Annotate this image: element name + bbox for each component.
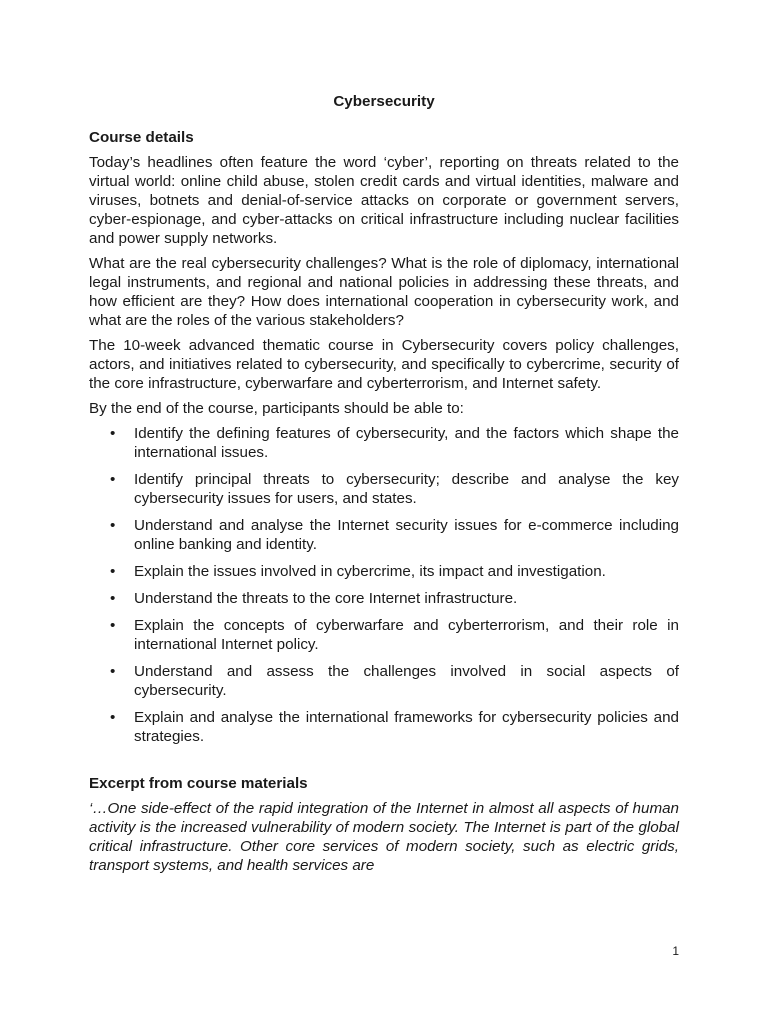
list-item	[110, 516, 679, 554]
bullet-icon: •	[110, 590, 116, 607]
list-item	[110, 708, 679, 746]
list-item-text: Explain the concepts of cyberwarfare and cyberterrorism, and their role in international Internet policy.	[134, 617, 679, 653]
bullet-icon: •	[110, 617, 116, 634]
list-item-text: Identify principal threats to cybersecurity; describe and analyse the key cybersecurity issues for users, and states.	[134, 471, 679, 507]
excerpt-heading: Excerpt from course materials	[89, 775, 308, 792]
list-item-text: Explain and analyse the international frameworks for cybersecurity policies and strategies.	[134, 709, 679, 745]
course-details-heading: Course details	[89, 129, 194, 146]
bullet-icon: •	[110, 517, 116, 534]
intro-paragraph: Today’s headlines often feature the word ‘cyber’, reporting on threats related to the virtual world: online child abuse, stolen credit cards and virtual identities, malware and viruses, botnets and denial-of-service attacks on corporate or government servers, cyber-espionage, and cyber-attacks on critical infrastructure including nuclear facilities and power supply networks.	[89, 154, 679, 247]
bullet-icon: •	[110, 709, 116, 726]
list-item	[110, 424, 679, 462]
bullet-icon: •	[110, 425, 116, 442]
list-item	[110, 470, 679, 508]
excerpt-text: ‘…One side-effect of the rapid integration of the Internet in almost all aspects of human activity is the increased vulnerability of modern society. The Internet is part of the global critical infrastructure. Other core services of modern society, such as electric grids, transport systems, and health services are	[89, 800, 679, 874]
bullet-icon: •	[110, 663, 116, 680]
list-item	[110, 589, 679, 608]
list-item	[110, 562, 679, 581]
outcomes-intro: By the end of the course, participants should be able to:	[89, 400, 464, 417]
challenges-paragraph: What are the real cybersecurity challenges? What is the role of diplomacy, international legal instruments, and regional and national policies in addressing these threats, and how efficient are they? How does international cooperation in cybersecurity work, and what are the roles of the various stakeholders?	[89, 255, 679, 329]
bullet-icon: •	[110, 563, 116, 580]
page-number: 1	[672, 944, 679, 958]
learning-outcomes-list	[89, 424, 679, 746]
list-item-text: Explain the issues involved in cybercrime, its impact and investigation.	[134, 563, 606, 580]
list-item-text: Identify the defining features of cybersecurity, and the factors which shape the international issues.	[134, 425, 679, 461]
list-item-text: Understand the threats to the core Internet infrastructure.	[134, 590, 518, 607]
list-item-text: Understand and analyse the Internet security issues for e-commerce including online banking and identity.	[134, 517, 679, 553]
course-overview-paragraph: The 10-week advanced thematic course in Cybersecurity covers policy challenges, actors, and initiatives related to cybersecurity, and specifically to cybercrime, security of the core infrastructure, cyberwarfare and cyberterrorism, and Internet safety.	[89, 337, 679, 392]
document-title: Cybersecurity	[333, 93, 435, 110]
list-item-text: Understand and assess the challenges involved in social aspects of cybersecurity.	[134, 663, 679, 699]
list-item	[110, 662, 679, 700]
list-item	[110, 616, 679, 654]
document-page	[89, 92, 679, 875]
bullet-icon: •	[110, 471, 116, 488]
